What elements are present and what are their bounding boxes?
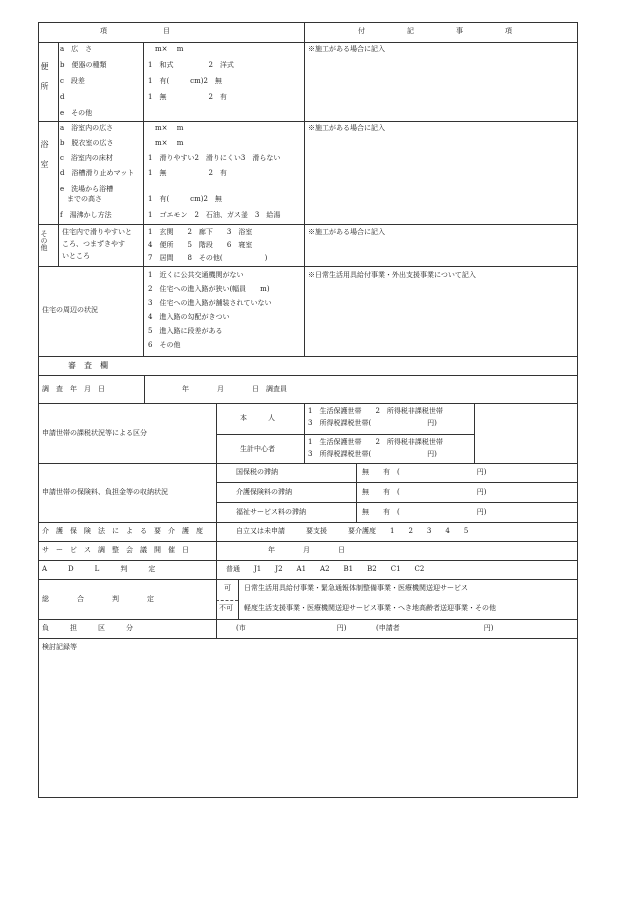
survey-date-label: 調 査 年 月 日 — [42, 385, 105, 393]
toilet-label: d — [60, 93, 65, 101]
rule — [38, 579, 578, 580]
other-label: いところ — [62, 252, 90, 260]
toilet-note: ※施工がある場合に記入 — [308, 45, 385, 53]
bath-note: ※施工がある場合に記入 — [308, 124, 385, 132]
insurance-label: 申請世帯の保険料、負担金等の収納状況 — [42, 488, 168, 496]
insurance-row-label: 福祉サービス料の滞納 — [236, 508, 306, 516]
rule — [474, 403, 475, 463]
other-label: 住宅内で滑りやすいと — [62, 228, 132, 236]
rule — [38, 121, 578, 122]
bath-value: 1 ゴエモン 2 石油、ガス釜 3 給湯 — [148, 211, 281, 219]
principal-label: 本 人 — [240, 414, 275, 422]
rule — [38, 42, 578, 43]
surroundings-note: ※日常生活用具給付事業・外出支援事業について記入 — [308, 271, 476, 279]
rule — [216, 403, 217, 638]
insurance-row-label: 国保税の滞納 — [236, 468, 278, 476]
other-option: 4 便所 5 階段 6 寝室 — [148, 241, 253, 249]
bath-value: m× m — [148, 124, 184, 132]
bath-label: d 浴槽滑り止めマット — [60, 169, 135, 177]
other-option: 1 玄関 2 廊下 3 浴室 — [148, 228, 253, 236]
insurance-row-value: 無 有 ( 円) — [362, 468, 487, 476]
survey-date-value: 年 月 日 調査員 — [182, 385, 287, 393]
rule — [38, 266, 578, 267]
household-option: 1 生活保護世帯 2 所得税非課税世帯 — [308, 438, 443, 446]
principal-option: 1 生活保護世帯 2 所得税非課税世帯 — [308, 407, 443, 415]
surroundings-option: 5 進入路に段差がある — [148, 327, 223, 335]
toilet-value: 1 無 2 有 — [148, 93, 227, 101]
judgement-ng: 不可 — [219, 604, 233, 612]
insurance-row-value: 無 有 ( 円) — [362, 508, 487, 516]
rule — [38, 619, 578, 620]
section-bath: 浴 室 — [40, 140, 49, 170]
bath-label: e 洗場から浴槽 — [60, 185, 114, 193]
rule — [216, 434, 474, 435]
rule — [143, 42, 144, 224]
care-level-label: 介 護 保 険 法 に よ る 要 介 護 度 — [42, 527, 203, 535]
toilet-value: m× m — [148, 45, 184, 53]
rule — [304, 22, 305, 356]
rule — [38, 375, 578, 376]
other-note: ※施工がある場合に記入 — [308, 228, 385, 236]
surroundings-label: 住宅の周辺の状況 — [42, 306, 98, 314]
burden-city: (市 円) — [236, 624, 347, 632]
bath-label: f 湯沸かし方法 — [60, 211, 112, 219]
rule — [304, 403, 305, 463]
insurance-row-label: 介護保険料の滞納 — [236, 488, 292, 496]
bath-value: 1 有( cm)2 無 — [148, 195, 222, 203]
notes-area[interactable] — [40, 656, 576, 794]
care-level-value: 自立又は未申請 要支援 要介護度 1 2 3 4 5 — [236, 527, 469, 535]
principal-option: 3 所得税課税世帯( 円) — [308, 419, 437, 427]
bath-label: までの高さ — [60, 195, 102, 203]
surroundings-option: 3 住宅への進入路が舗装されていない — [148, 299, 272, 307]
toilet-label: a 広 さ — [60, 45, 93, 53]
bath-value: 1 無 2 有 — [148, 169, 227, 177]
rule — [38, 403, 578, 404]
service-meeting-value: 年 月 日 — [268, 546, 345, 554]
surroundings-option: 6 その他 — [148, 341, 181, 349]
burden-applicant: (申請者 円) — [376, 624, 494, 632]
adl-value: 普通 J1 J2 A1 A2 B1 B2 C1 C2 — [226, 565, 425, 573]
bath-label: c 浴室内の床材 — [60, 154, 113, 162]
service-meeting-label: サ ー ビ ス 調 整 会 議 開 催 日 — [42, 546, 189, 554]
rule — [38, 541, 578, 542]
judgement-ng-services: 軽度生活支援事業・医療機関送迎サービス事業・へき地高齢者送迎事業・その他 — [244, 604, 496, 612]
header-notes-column: 付 記 事 項 — [358, 27, 512, 35]
household-head-label: 生計中心者 — [240, 445, 275, 453]
rule — [38, 522, 578, 523]
bath-label: b 脱衣室の広さ — [60, 139, 114, 147]
rule — [58, 224, 59, 266]
insurance-row-value: 無 有 ( 円) — [362, 488, 487, 496]
household-option: 3 所得税課税世帯( 円) — [308, 450, 437, 458]
judgement-ok: 可 — [224, 584, 231, 592]
section-other: その他 — [40, 230, 48, 251]
surroundings-option: 4 進入路の勾配がきつい — [148, 313, 230, 321]
rule — [38, 224, 578, 225]
rule — [216, 482, 578, 483]
rule — [356, 463, 357, 522]
rule — [238, 579, 239, 619]
rule — [38, 463, 578, 464]
bath-value: m× m — [148, 139, 184, 147]
rule — [216, 502, 578, 503]
toilet-value: 1 和式 2 洋式 — [148, 61, 234, 69]
tax-status-label: 申請世帯の課税状況等による区分 — [42, 429, 147, 437]
bath-label: a 浴室内の広さ — [60, 124, 114, 132]
rule — [143, 224, 144, 356]
surroundings-option: 1 近くに公共交通機関がない — [148, 271, 244, 279]
rule — [38, 638, 578, 639]
other-option: 7 居間 8 その他( ) — [148, 254, 268, 262]
toilet-label: c 段差 — [60, 77, 85, 85]
notes-label: 検討記録等 — [42, 643, 77, 651]
other-label: ころ、つまずきやす — [62, 240, 125, 248]
rule — [38, 560, 578, 561]
rule — [144, 375, 145, 403]
rule — [58, 42, 59, 224]
bath-value: 1 滑りやすい2 滑りにくい3 滑らない — [148, 154, 281, 162]
burden-label: 負 担 区 分 — [42, 624, 133, 632]
toilet-label: b 便器の種類 — [60, 61, 107, 69]
adl-label: A D L 判 定 — [42, 565, 156, 573]
surroundings-option: 2 住宅への進入路が狭い(幅員 m) — [148, 285, 270, 293]
judgement-ok-services: 日常生活用具給付事業・緊急通報体制整備事業・医療機関送迎サービス — [244, 584, 468, 592]
review-title: 審 査 欄 — [68, 361, 108, 370]
toilet-value: 1 有( cm)2 無 — [148, 77, 222, 85]
header-item-column: 項 目 — [100, 27, 170, 35]
section-toilet: 便 所 — [40, 62, 49, 92]
toilet-label: e その他 — [60, 109, 93, 117]
overall-judgement-label: 総 合 判 定 — [42, 595, 154, 603]
rule — [38, 356, 578, 357]
dashed-rule — [216, 600, 238, 601]
